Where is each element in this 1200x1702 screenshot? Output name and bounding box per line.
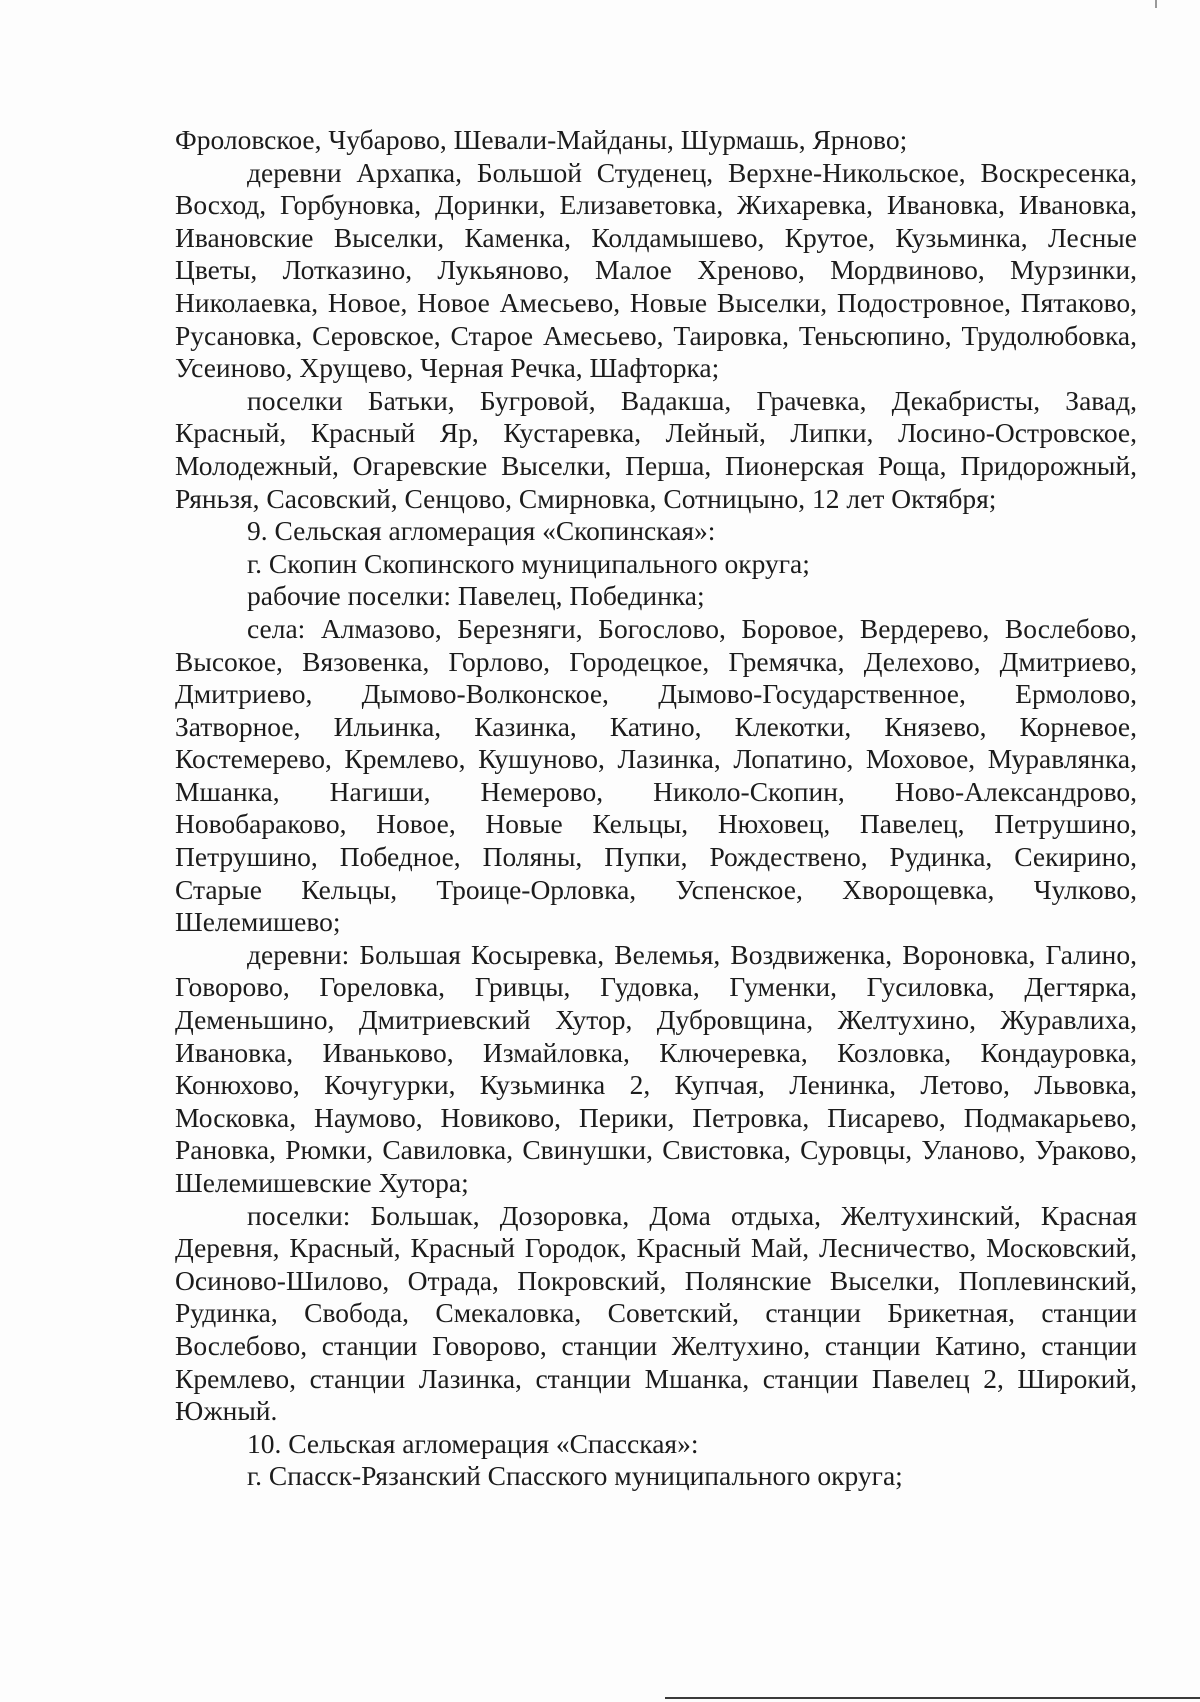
paragraph-derevni-skopin: деревни: Большая Косыревка, Велемья, Воздвиженка, Вороновка, Галино, Говорово, Гореловка, Гривцы, Гудовка, Гуменки, Гусиловка, Дегтярка, Деменьшино, Дмитриевский Хутор, Дубровщина, Желтухино, Журавлиха, Ивановка, Иваньково, Измайловка, Ключеревка, Козловка, Кондауровка, Конюхово, Кочугурки, Кузьминка 2, Купчая, Ленинка, Летово, Львовка, Московка, Наумово, Новиково, Перики, Петровка, Писарево, Подмакарьево, Рановка, Рюмки, Савиловка, Свинушки, Свистовка, Суровцы, Уланово, Ураково, Шелемишевские Хутора;: [175, 938, 1137, 1198]
paragraph-city-skopin: г. Скопин Скопинского муниципального округа;: [247, 547, 810, 579]
paragraph-settlements-poselki: поселки Батьки, Бугровой, Вадакша, Грачевка, Декабристы, Завад, Красный, Красный Яр, Кустаревка, Лейный, Липки, Лосино-Островское, Молодежный, Огаревские Выселки, Перша, Пионерская Роща, Придорожный, Ряньзя, Сасовский, Сенцово, Смирновка, Сотницыно, 12 лет Октября;: [175, 384, 1137, 514]
paragraph-poselki-skopin: поселки: Большак, Дозоровка, Дома отдыха, Желтухинский, Красная Деревня, Красный, Красный Городок, Красный Май, Лесничество, Московский, Осиново-Шилово, Отрада, Покровский, Полянские Выселки, Поплевинский, Рудинка, Свобода, Смекаловка, Советский, станции Брикетная, станции Вослебово, станции Говорово, станции Желтухино, станции Катино, станции Кремлево, станции Лазинка, станции Мшанка, станции Павелец 2, Широкий, Южный.: [175, 1199, 1137, 1427]
paragraph-sela: села: Алмазово, Березняги, Богослово, Боровое, Вердерево, Вослебово, Высокое, Вязовенка, Горлово, Городецкое, Гремячка, Делехово, Дмитриево, Дмитриево, Дымово-Волконское, Дымово-Государственное, Ермолово, Затворное, Ильинка, Казинка, Катино, Клекотки, Князево, Корневое, Костемерево, Кремлево, Кушуново, Лазинка, Лопатино, Моховое, Муравлянка, Мшанка, Нагиши, Немерово, Николо-Скопин, Ново-Александрово, Новобараково, Новое, Новые Кельцы, Нюховец, Павелец, Петрушино, Петрушино, Победное, Поляны, Пупки, Рождествено, Рудинка, Секирино, Старые Кельцы, Троице-Орловка, Успенское, Хворощевка, Чулково, Шелемишево;: [175, 612, 1137, 938]
paragraph-villages-derevni: деревни Архапка, Большой Студенец, Верхне-Никольское, Воскресенка, Восход, Горбуновка, Доринки, Елизаветовка, Жихаревка, Ивановка, Ивановка, Ивановские Выселки, Каменка, Колдамышево, Крутое, Кузьминка, Лесные Цветы, Лотказино, Лукьяново, Малое Хреново, Мордвиново, Мурзинки, Николаевка, Новое, Новое Амесьево, Новые Выселки, Подостровное, Пятаково, Русановка, Серовское, Старое Амесьево, Таировка, Теньсюпино, Трудолюбовка, Усеиново, Хрущево, Черная Речка, Шафторка;: [175, 156, 1137, 384]
section-heading-spasskaya: 10. Сельская агломерация «Спасская»:: [247, 1427, 699, 1459]
section-heading-skopinskaya: 9. Сельская агломерация «Скопинская»:: [247, 515, 716, 547]
paragraph-continuation: Фроловское, Чубарово, Шевали-Майданы, Шурмашь, Ярново;: [175, 124, 908, 155]
paragraph-work-settlements: рабочие поселки: Павелец, Побединка;: [247, 580, 705, 612]
bottom-divider: [665, 1697, 1200, 1699]
paragraph-city-spassk: г. Спасск-Рязанский Спасского муниципального округа;: [247, 1460, 903, 1492]
scan-mark: [1155, 0, 1157, 8]
document-body: [175, 124, 1137, 1493]
